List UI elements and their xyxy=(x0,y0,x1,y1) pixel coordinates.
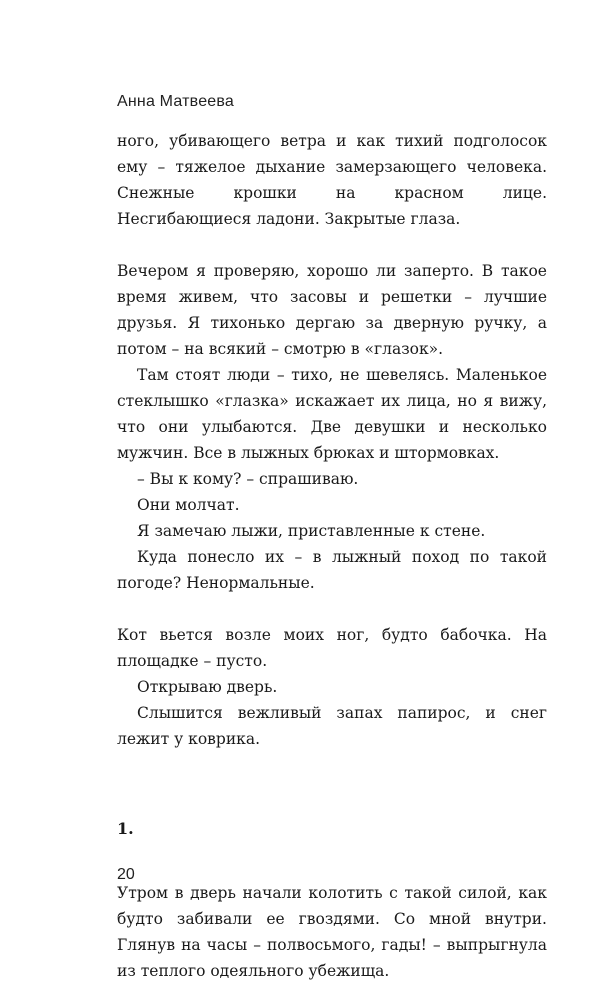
section-break xyxy=(117,232,547,258)
paragraph: Там стоят люди – тихо, не шевелясь. Маленькое стеклышко «глазка» искажает их лица, но я вижу, что они улыбаются. Две девушки и несколько мужчин. Все в лыжных брюках и штормовках. xyxy=(117,366,547,462)
paragraph: ного, убивающего ветра и как тихий подголосок ему – тяжелое дыхание замерзающего человека. Снежные крошки на красном лице. Несгибающиеся ладони. Закрытые глаза. xyxy=(117,132,547,228)
paragraph: Вечером я проверяю, хорошо ли заперто. В такое время живем, что засовы и решетки – лучшие друзья. Я тихонько дергаю за дверную ручку, а потом – на всякий – смотрю в «глазок». xyxy=(117,262,547,358)
running-header-author: Анна Матвеева xyxy=(117,93,235,110)
paragraph: Открываю дверь. xyxy=(137,678,278,696)
paragraph: Слышится вежливый запах папирос, и снег лежит у коврика. xyxy=(117,704,547,748)
section-break xyxy=(117,596,547,622)
paragraph: Они молчат. xyxy=(137,496,240,514)
paragraph: Куда понесло их – в лыжный поход по такой погоде? Ненормальные. xyxy=(117,548,547,592)
section-break xyxy=(117,752,547,816)
paragraph: Я замечаю лыжи, приставленные к стене. xyxy=(137,522,486,540)
page-body xyxy=(117,128,547,984)
paragraph: Кот вьется возле моих ног, будто бабочка. На площадке – пусто. xyxy=(117,626,547,670)
page-number: 20 xyxy=(117,866,135,883)
dialogue-line: – Вы к кому? – спрашиваю. xyxy=(137,470,359,488)
paragraph: Утром в дверь начали колотить с такой силой, как будто забивали ее гвоздями. Со мной внутри. Глянув на часы – полвосьмого, гады! – выпрыгнула из теплого одеяльного убежища. xyxy=(117,884,547,980)
chapter-spacing xyxy=(117,842,547,880)
chapter-number: 1. xyxy=(117,819,134,838)
